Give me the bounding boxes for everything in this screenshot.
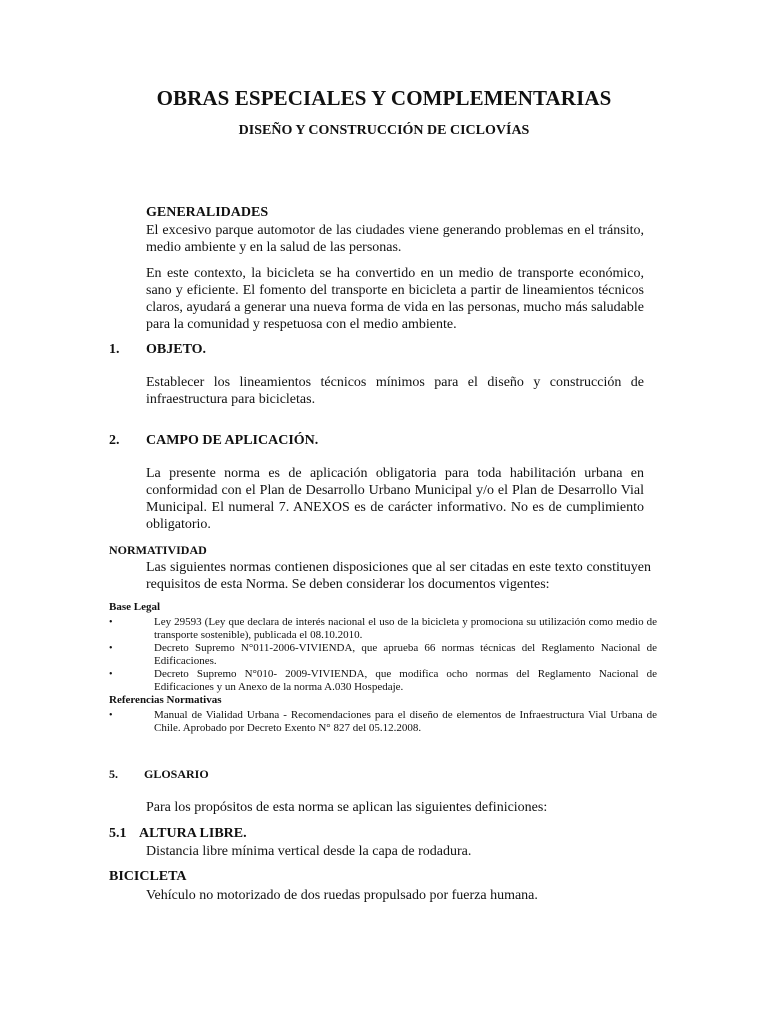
campo-number: 2.: [109, 433, 120, 448]
document-subtitle: DISEÑO Y CONSTRUCCIÓN DE CICLOVÍAS: [238, 123, 530, 138]
list-item: [109, 668, 657, 694]
base-legal-heading: Base Legal: [109, 601, 161, 613]
campo-heading: CAMPO DE APLICACIÓN.: [146, 433, 319, 448]
bicicleta-text: Vehículo no motorizado de dos ruedas propulsado por fuerza humana.: [146, 888, 538, 903]
base-legal-item-3: Decreto Supremo N°010- 2009-VIVIENDA, que modifica ocho normas del Reglamento Nacional de Edificaciones y un Anexo de la norma A.030 Hospedaje.: [154, 668, 657, 693]
objeto-number: 1.: [109, 342, 120, 357]
list-item: [109, 709, 657, 735]
objeto-text: Establecer los lineamientos técnicos mínimos para el diseño y construcción de infraestructura para bicicletas.: [146, 375, 644, 407]
glosario-intro: Para los propósitos de esta norma se aplican las siguientes definiciones:: [146, 800, 548, 815]
list-item: [109, 642, 657, 668]
referencias-heading: Referencias Normativas: [109, 694, 222, 706]
bullet-icon: •: [109, 710, 113, 721]
altura-number: 5.1: [109, 826, 127, 841]
normatividad-heading: NORMATIVIDAD: [109, 543, 207, 557]
glosario-number: 5.: [109, 767, 118, 781]
referencias-item-1: Manual de Vialidad Urbana - Recomendaciones para el diseño de elementos de Infraestructura Vial Urbana de Chile. Aprobado por Decreto Exento N° 827 del 05.12.2008.: [154, 709, 657, 734]
campo-text: La presente norma es de aplicación obligatoria para toda habilitación urbana en conformidad con el Plan de Desarrollo Urbano Municipal y/o el Plan de Desarrollo Vial Municipal. El numeral 7. ANEXOS es de carácter informativo. No es de cumplimiento obligatorio.: [146, 466, 644, 532]
normatividad-text: Las siguientes normas contienen disposiciones que al ser citadas en este texto constituyen requisitos de esta Norma. Se deben considerar los documentos vigentes:: [146, 560, 651, 592]
document-title: OBRAS ESPECIALES Y COMPLEMENTARIAS: [156, 86, 612, 110]
altura-heading: ALTURA LIBRE.: [139, 826, 247, 841]
bullet-icon: •: [109, 669, 113, 680]
base-legal-item-1: Ley 29593 (Ley que declara de interés nacional el uso de la bicicleta y promociona su utilización como medio de transporte sostenible), publicada el 08.10.2010.: [154, 616, 657, 641]
bicicleta-heading: BICICLETA: [109, 869, 187, 884]
objeto-heading: OBJETO.: [146, 342, 207, 357]
generalidades-paragraph-2: En este contexto, la bicicleta se ha convertido en un medio de transporte económico, sano y eficiente. El fomento del transporte en bicicleta a partir de lineamientos técnicos claros, ayudará a generar una nueva forma de vida en las personas, mucho más saludable para la comunidad y respetuosa con el medio ambiente.: [146, 266, 644, 332]
glosario-heading: GLOSARIO: [144, 767, 209, 781]
bullet-icon: •: [109, 617, 113, 628]
base-legal-item-2: Decreto Supremo N°011-2006-VIVIENDA, que aprueba 66 normas técnicas del Reglamento Nacional de Edificaciones.: [154, 642, 657, 667]
bullet-icon: •: [109, 643, 113, 654]
altura-text: Distancia libre mínima vertical desde la capa de rodadura.: [146, 844, 472, 859]
list-item: [109, 616, 657, 642]
generalidades-paragraph-1: El excesivo parque automotor de las ciudades viene generando problemas en el tránsito, medio ambiente y en la salud de las personas.: [146, 223, 644, 255]
generalidades-heading: GENERALIDADES: [146, 205, 269, 220]
